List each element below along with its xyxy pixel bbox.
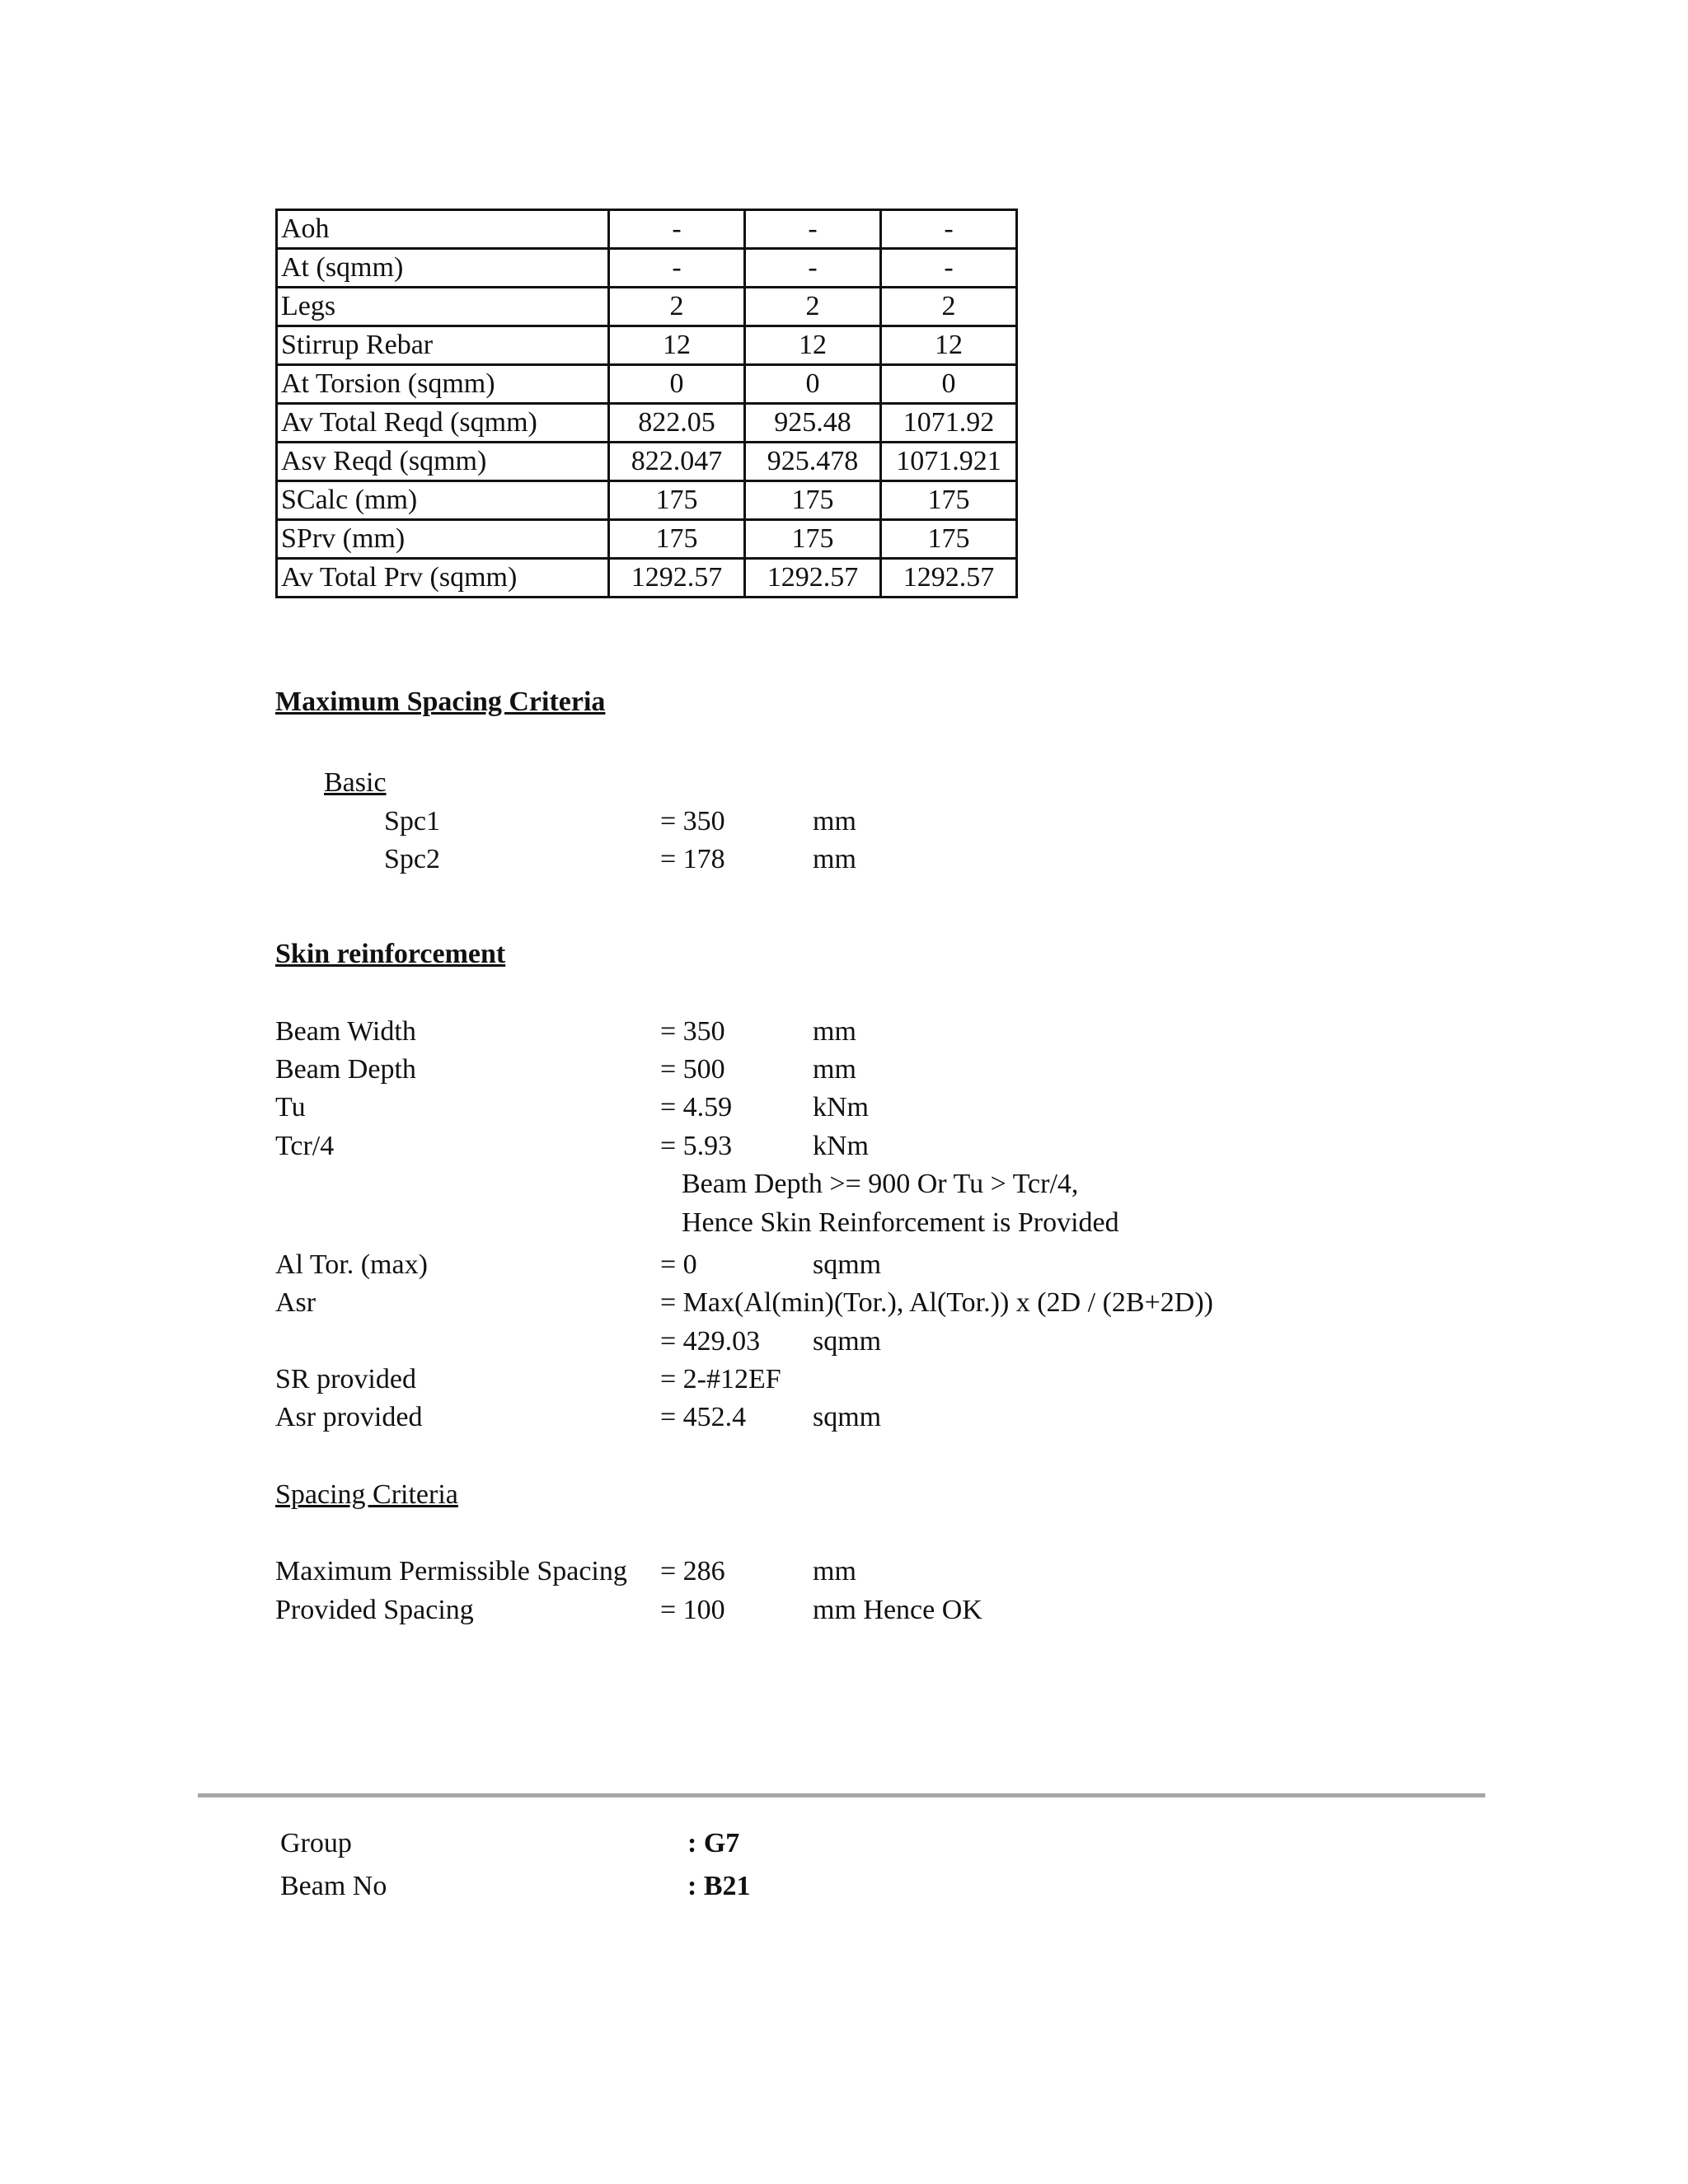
row-value: 1292.57 xyxy=(881,559,1017,598)
tcr4-label: Tcr/4 xyxy=(275,1131,335,1161)
row-label: Aoh xyxy=(277,210,609,249)
spc1-unit: mm xyxy=(813,806,856,837)
beam-depth-label: Beam Depth xyxy=(275,1054,416,1085)
row-value: 175 xyxy=(881,520,1017,559)
sr-provided-value: = 2-#12EF xyxy=(660,1364,781,1394)
row-value: 12 xyxy=(881,326,1017,365)
asr-provided-value: = 452.4 xyxy=(660,1402,747,1432)
table-row xyxy=(277,326,1017,365)
max-permissible-spacing-value: = 286 xyxy=(660,1556,725,1586)
table-row xyxy=(277,249,1017,288)
beam-depth-value: = 500 xyxy=(660,1054,725,1085)
stirrup-design-table xyxy=(275,209,1018,598)
table-row xyxy=(277,404,1017,443)
tu-unit: kNm xyxy=(813,1092,869,1122)
row-value: 175 xyxy=(881,481,1017,520)
max-permissible-spacing-label: Maximum Permissible Spacing xyxy=(275,1556,627,1586)
row-value: - xyxy=(881,210,1017,249)
provided-spacing-result: mm Hence OK xyxy=(813,1595,982,1625)
asr-label: Asr xyxy=(275,1287,316,1318)
table-row xyxy=(277,520,1017,559)
stirrup-design-table-body xyxy=(277,210,1017,598)
max-permissible-spacing-unit: mm xyxy=(813,1556,856,1586)
row-value: 822.047 xyxy=(609,443,745,481)
table-row xyxy=(277,443,1017,481)
row-value: 0 xyxy=(745,365,881,404)
skin-reinforcement-heading: Skin reinforcement xyxy=(275,939,506,969)
row-value: 1292.57 xyxy=(745,559,881,598)
row-value: 1071.921 xyxy=(881,443,1017,481)
tcr4-value: = 5.93 xyxy=(660,1131,733,1161)
row-value: 175 xyxy=(609,481,745,520)
spc2-label: Spc2 xyxy=(384,844,440,874)
row-value: 925.478 xyxy=(745,443,881,481)
row-label: Asv Reqd (sqmm) xyxy=(277,443,609,481)
skin-note-line2: Hence Skin Reinforcement is Provided xyxy=(682,1207,1119,1238)
basic-subheading: Basic xyxy=(324,767,387,798)
al-tor-value: = 0 xyxy=(660,1249,697,1280)
row-value: 2 xyxy=(745,288,881,326)
tcr4-unit: kNm xyxy=(813,1131,869,1161)
table-row xyxy=(277,365,1017,404)
table-row xyxy=(277,481,1017,520)
row-label: Legs xyxy=(277,288,609,326)
row-label: Av Total Prv (sqmm) xyxy=(277,559,609,598)
tu-value: = 4.59 xyxy=(660,1092,733,1122)
row-label: Stirrup Rebar xyxy=(277,326,609,365)
asr-unit: sqmm xyxy=(813,1326,882,1357)
row-value: 12 xyxy=(745,326,881,365)
beam-width-label: Beam Width xyxy=(275,1016,416,1047)
beam-no-value: : B21 xyxy=(687,1871,751,1901)
max-spacing-heading: Maximum Spacing Criteria xyxy=(275,687,606,717)
beam-no-label: Beam No xyxy=(280,1871,387,1901)
beam-width-unit: mm xyxy=(813,1016,856,1047)
row-value: 175 xyxy=(745,481,881,520)
asr-provided-unit: sqmm xyxy=(813,1402,882,1432)
row-value: 1071.92 xyxy=(881,404,1017,443)
group-label: Group xyxy=(280,1828,352,1858)
row-value: - xyxy=(745,210,881,249)
spc1-label: Spc1 xyxy=(384,806,440,837)
spc2-unit: mm xyxy=(813,844,856,874)
row-label: At (sqmm) xyxy=(277,249,609,288)
table-row xyxy=(277,210,1017,249)
row-value: - xyxy=(609,210,745,249)
row-value: 1292.57 xyxy=(609,559,745,598)
al-tor-label: Al Tor. (max) xyxy=(275,1249,428,1280)
tu-label: Tu xyxy=(275,1092,306,1122)
sr-provided-label: SR provided xyxy=(275,1364,416,1394)
row-value: 2 xyxy=(881,288,1017,326)
table-row xyxy=(277,288,1017,326)
row-label: SCalc (mm) xyxy=(277,481,609,520)
row-value: 12 xyxy=(609,326,745,365)
spacing-criteria-heading: Spacing Criteria xyxy=(275,1479,458,1510)
footer-divider xyxy=(198,1793,1485,1797)
al-tor-unit: sqmm xyxy=(813,1249,882,1280)
table-row xyxy=(277,559,1017,598)
asr-formula: = Max(Al(min)(Tor.), Al(Tor.)) x (2D / (2B+2D)) xyxy=(660,1287,1213,1318)
row-label: SPrv (mm) xyxy=(277,520,609,559)
row-label: Av Total Reqd (sqmm) xyxy=(277,404,609,443)
spc1-value: = 350 xyxy=(660,806,725,837)
row-value: 175 xyxy=(609,520,745,559)
row-value: 0 xyxy=(881,365,1017,404)
beam-width-value: = 350 xyxy=(660,1016,725,1047)
row-value: - xyxy=(745,249,881,288)
spc2-value: = 178 xyxy=(660,844,725,874)
row-value: 175 xyxy=(745,520,881,559)
row-value: 0 xyxy=(609,365,745,404)
asr-value: = 429.03 xyxy=(660,1326,761,1357)
provided-spacing-value: = 100 xyxy=(660,1595,725,1625)
row-label: At Torsion (sqmm) xyxy=(277,365,609,404)
provided-spacing-label: Provided Spacing xyxy=(275,1595,474,1625)
skin-note-line1: Beam Depth >= 900 Or Tu > Tcr/4, xyxy=(682,1169,1079,1199)
asr-provided-label: Asr provided xyxy=(275,1402,423,1432)
row-value: - xyxy=(609,249,745,288)
row-value: 2 xyxy=(609,288,745,326)
row-value: 925.48 xyxy=(745,404,881,443)
group-value: : G7 xyxy=(687,1828,740,1858)
beam-depth-unit: mm xyxy=(813,1054,856,1085)
row-value: 822.05 xyxy=(609,404,745,443)
row-value: - xyxy=(881,249,1017,288)
